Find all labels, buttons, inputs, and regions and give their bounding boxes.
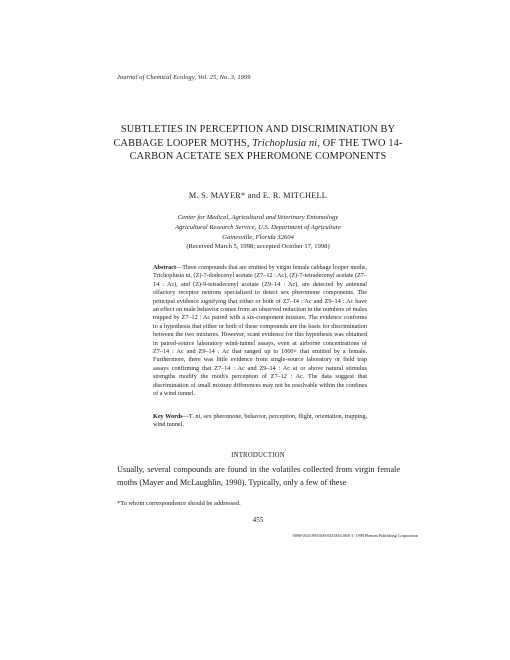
key-words (153, 413, 367, 430)
affiliation-line-1: Center for Medical, Agricultural and Veterinary Entomology (177, 214, 339, 221)
introduction-heading: INTRODUCTION (231, 452, 285, 459)
journal-line: Journal of Chemical Ecology, Vol. 25, No. 3, 1999 (117, 74, 251, 81)
affiliation (108, 213, 408, 243)
introduction-text: Usually, several compounds are found in the volatiles collected from virgin female moths (Mayer and McLaughlin, 1990). Typically, only a few of these (117, 465, 400, 487)
abstract-label: Abstract (153, 264, 177, 271)
paper-title (108, 123, 408, 164)
abstract-text: —Three compounds that are emitted by virgin female cabbage looper moths, Trichoplusia ni, (Z)-7-dodecenyl acetate (Z7–12 : Ac), (Z)-7-tetradecenyl acetate (Z7–14 : Ac), and (Z)-9-tetradecenyl acetate (Z9–14 : Ac), are detected by antennal olfactory receptor neurons specialized to detect sex pheromone components. The principal evidence signifying that either or both of Z7–14 : Ac and Z9–14 : Ac have an effect on male behavior comes from an observed reduction in the numbers of males trapped by Z7–12 : Ac paired with a six-component mixture. The evidence conforms to a hypothesis that either or both of these compounds are the basis for discrimination between the two mixtures. However, scant evidence for this hypothesis was obtained in paired-source laboratory wind-tunnel assays, even at airborne concentrations of Z7–14 : Ac and Z9–14 : Ac that ranged up to 1000× that emitted by a female. Furthermore, there was little evidence from single-source laboratory or field trap assays confirming that Z7–14 : Ac and Z9–14 : Ac at or above natural stimulus strengths modify the moth's perception of Z7–12 : Ac. The data suggest that discrimination of small mixture differences may not be resolvable within the confines of a wind tunnel. (153, 264, 368, 398)
title-part-2: OF THE TWO 14-CARBON ACETATE SEX PHEROMONE COMPONENTS (129, 137, 403, 163)
abstract (153, 264, 367, 399)
copyright-line: 0098-0331/99/0300-0455$16.00/0 © 1999 Plenum Publishing Corporation (292, 533, 418, 538)
key-words-label: Key Words (153, 413, 183, 420)
key-words-text: —T. ni, sex pheromone, behavior, perception, flight, orientation, trapping, wind tunnel. (153, 413, 368, 429)
page-number: 455 (252, 516, 264, 524)
authors: M. S. MAYER* and E. R. MITCHELL (188, 191, 328, 200)
title-species: Trichoplusia ni, (252, 137, 320, 149)
footnote: *To whom correspondence should be addressed. (117, 500, 241, 507)
title-part-1: SUBTLETIES IN PERCEPTION AND DISCRIMINATION BY CABBAGE LOOPER MOTHS, (113, 124, 396, 149)
received-dates: (Received March 5, 1998; accepted October 17, 1998) (186, 243, 330, 250)
affiliation-line-3: Gainesville, Florida 32604 (222, 234, 294, 241)
affiliation-line-2: Agricultural Research Service, U.S. Department of Agriculture (175, 224, 341, 231)
